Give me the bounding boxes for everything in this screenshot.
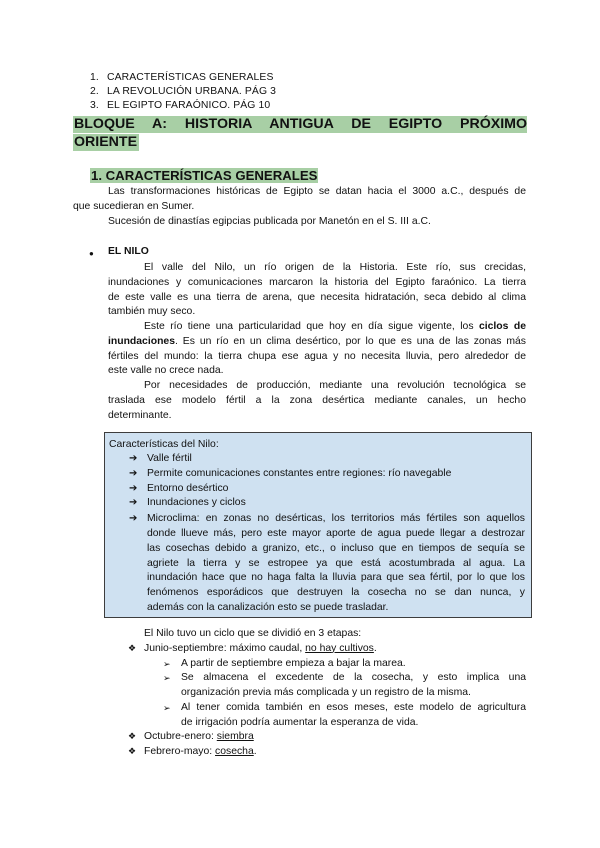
text-line: además con la canalización esto se puede trasladar. <box>147 601 389 613</box>
text-line: donde llueve más, pero este mayor aporte de agua puede llegar a destrozar <box>147 527 525 539</box>
list-item <box>129 453 525 464</box>
text-line <box>144 730 524 745</box>
toc-number: 2. <box>90 86 99 97</box>
underlined-text: no hay cultivos <box>305 642 374 654</box>
toc-item[interactable] <box>90 71 276 85</box>
sub-list-item <box>163 671 526 701</box>
list-item-text: Entorno desértico <box>147 482 229 494</box>
toc-number: 1. <box>90 72 99 83</box>
stage-label: Febrero-mayo: <box>144 745 216 757</box>
arrow-icon: ➔ <box>129 453 138 464</box>
arrow-icon: ➔ <box>129 482 138 494</box>
list-item-text: Permite comunicaciones constantes entre regiones: río navegable <box>147 467 452 479</box>
bullet-icon: ● <box>89 249 94 258</box>
box-title: Características del Nilo: <box>109 439 219 450</box>
list-item-text: Inundaciones y ciclos <box>147 497 246 509</box>
list-item-text: Valle fértil <box>147 453 192 464</box>
text-line: traslada ese modelo fértil a la zona desértica mediante canales, un hecho <box>108 394 526 406</box>
text-line: agriete la tierra y se estropee ya que está acostumbrada al agua. La <box>147 557 525 569</box>
sub-list-item <box>163 657 526 672</box>
text-run: . <box>373 642 377 654</box>
text-line <box>108 335 526 350</box>
arrow-icon: ➔ <box>129 497 138 509</box>
text-line: Las transformaciones históricas de Egipto se datan hacia el 3000 a.C., después de <box>108 186 526 197</box>
list-item <box>129 483 525 494</box>
diamond-bullet-icon: ❖ <box>128 643 137 653</box>
stage-1-subitems <box>163 657 526 731</box>
section-heading-text: 1. CARACTERÍSTICAS GENERALES <box>91 168 318 183</box>
text-line: Por necesidades de producción, mediante una revolución tecnológica se <box>144 380 526 391</box>
stage-label: Junio-septiembre: máximo caudal, <box>144 642 306 654</box>
cycle-stage-3 <box>144 745 524 760</box>
text-line: de irrigación podría aumentar la esperanza de vida. <box>181 716 419 728</box>
nilo-paragraph-3 <box>108 379 526 423</box>
text-run: Este río tiene una particularidad que hoy en día sigue vigente, los <box>144 321 479 332</box>
cycle-intro <box>144 627 524 642</box>
text-line: El Nilo tuvo un ciclo que se dividió en 3 etapas: <box>144 628 362 639</box>
block-heading: BLOQUE A: HISTORIA ANTIGUA DE EGIPTO PRÓXIMO <box>74 116 527 132</box>
text-line <box>108 320 526 335</box>
sub-list-item <box>163 701 526 731</box>
cycle-stage-2 <box>144 730 524 745</box>
diamond-bullet-icon: ❖ <box>128 731 137 741</box>
underlined-text: cosecha <box>215 745 254 757</box>
cycle-stage-1 <box>144 642 524 657</box>
text-line: El valle del Nilo, un río origen de la Historia. Este río, sus crecidas, <box>144 262 526 273</box>
block-heading-continued: ORIENTE <box>74 134 138 150</box>
nilo-heading: EL NILO <box>108 246 149 257</box>
nile-characteristics-box <box>104 432 532 618</box>
diamond-bullet-icon: ❖ <box>128 746 137 756</box>
arrow-icon: ➔ <box>129 513 138 525</box>
toc-label: CARACTERÍSTICAS GENERALES <box>107 72 274 83</box>
text-line: organización previa más complicada y un registro de la misma. <box>181 687 471 699</box>
text-line: que sucedieran en Sumer. <box>73 200 195 212</box>
intro-paragraph <box>73 185 526 229</box>
text-line: A partir de septiembre empieza a bajar la marea. <box>181 657 406 669</box>
arrow-icon: ➔ <box>129 467 138 479</box>
toc-item[interactable] <box>90 85 276 99</box>
text-line: determinante. <box>108 409 172 421</box>
section-heading <box>90 168 318 184</box>
text-line <box>144 642 524 657</box>
stage-label: Octubre-enero: <box>144 731 217 742</box>
table-of-contents <box>90 71 276 113</box>
list-item <box>129 512 525 616</box>
text-run: . <box>253 745 257 757</box>
toc-item[interactable] <box>90 99 276 113</box>
toc-number: 3. <box>90 100 99 111</box>
nilo-paragraph-2 <box>108 320 526 379</box>
arrow-icon: ➢ <box>163 658 171 669</box>
text-line: Sucesión de dinastías egipcias publicada por Manetón en el S. III a.C. <box>108 215 431 227</box>
text-line: inundaciones y comunicaciones marcaron la historia del Egipto faraónico. La tierra <box>108 276 526 288</box>
text-line <box>144 745 524 760</box>
bold-text: ciclos de <box>478 321 526 332</box>
text-line: también muy seco. <box>108 306 196 318</box>
text-line: las cosechas debido a granizo, etc., o incluso que en tiempos de sequía se <box>147 542 525 554</box>
text-line: Al tener comida también en esos meses, este modelo de agricultura <box>181 701 526 713</box>
list-item <box>129 468 525 479</box>
text-line: este valle no crece nada. <box>108 365 224 377</box>
text-line: inundación hace que no haga falta la lluvia para que sea fértil, por lo que los <box>147 572 525 584</box>
text-line: Se almacena el excedente de la cosecha, y esto implica una <box>181 672 526 684</box>
text-run: . Es un río en un clima desértico, por lo que es una de las zonas más <box>174 335 526 347</box>
text-line: fenómenos esporádicos que destruyen la cosecha no se dan nunca, y <box>147 587 525 599</box>
arrow-icon: ➢ <box>163 702 171 713</box>
text-line: Microclima: en zonas no desérticas, los territorios más fértiles son aquellos <box>147 513 525 525</box>
arrow-icon: ➢ <box>163 673 171 684</box>
text-line: fértiles del mundo: la tierra chupa ese agua y no necesita lluvia, pero alrededor de <box>108 350 526 362</box>
underlined-text: siembra <box>216 731 254 742</box>
text-line: de este valle es una tierra de arena, que necesita hidratación, seca debido al clima <box>108 291 526 303</box>
nilo-paragraph-1 <box>108 261 526 320</box>
toc-label: LA REVOLUCIÓN URBANA. PÁG 3 <box>107 86 277 97</box>
toc-label: EL EGIPTO FARAÓNICO. PÁG 10 <box>107 100 271 111</box>
list-item <box>129 497 525 508</box>
bold-text: inundaciones <box>108 335 175 347</box>
